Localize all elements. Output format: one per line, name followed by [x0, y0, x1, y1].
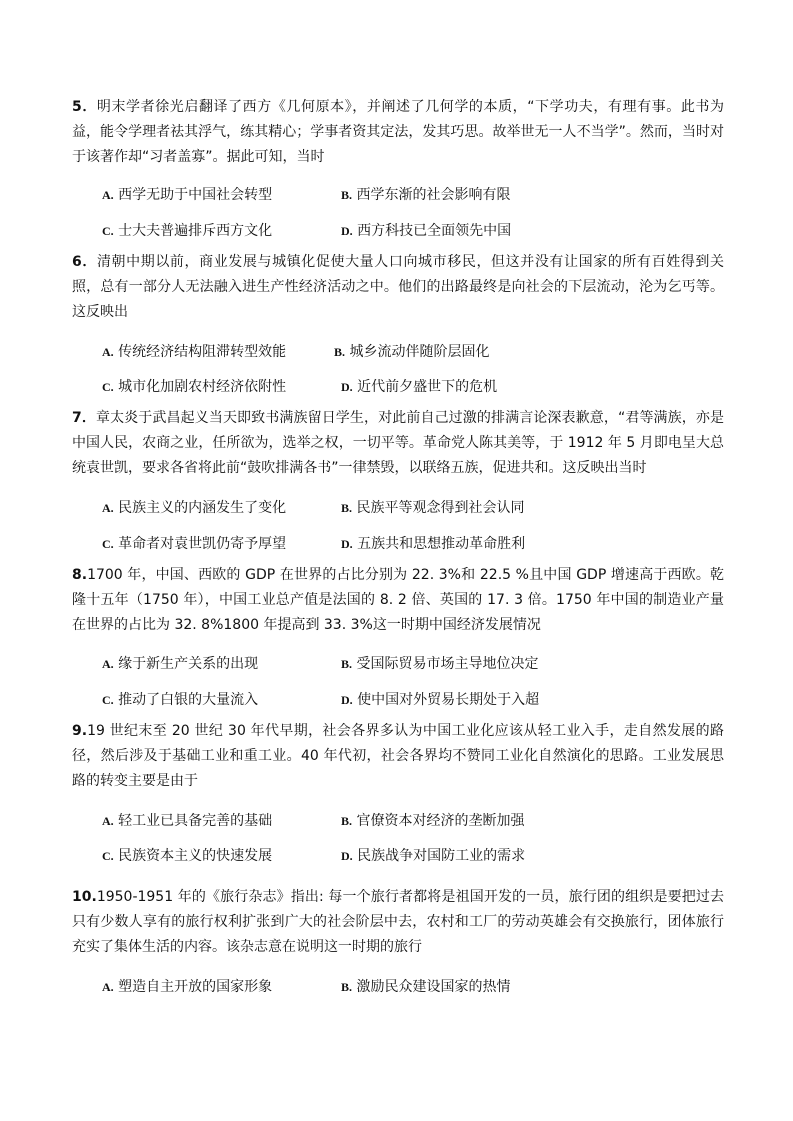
- option-letter: C.: [102, 693, 114, 707]
- question-number: 10.: [72, 889, 97, 905]
- option-a[interactable]: [102, 977, 272, 997]
- option-d[interactable]: [341, 846, 525, 866]
- option-text: 激励民众建设国家的热情: [356, 979, 511, 995]
- option-letter: A.: [102, 814, 114, 828]
- option-c[interactable]: [102, 377, 286, 397]
- option-b[interactable]: [334, 342, 489, 362]
- question-number: 8.: [72, 567, 88, 583]
- option-c[interactable]: [102, 690, 258, 710]
- option-letter: C.: [102, 537, 114, 551]
- option-d[interactable]: [341, 534, 525, 554]
- option-letter: A.: [102, 188, 114, 202]
- question-6: [72, 250, 724, 325]
- option-c[interactable]: [102, 846, 272, 866]
- question-stem: 1700 年，中国、西欧的 GDP 在世界的占比分别为 22. 3%和 22.5 %且中国 GDP 增速高于西欧。乾隆十五年（1750 年），中国工业总产值是法国的 8. 2 倍、英国的 17. 3 倍。1750 年中国的制造业产量在世界的占比为 32. 8%1800 年提高到 33. 3%这一时期中国经济发展情况: [72, 567, 724, 633]
- option-letter: B.: [341, 657, 353, 671]
- option-d[interactable]: [341, 377, 497, 397]
- question-10: [72, 885, 724, 960]
- question-5: [72, 95, 724, 170]
- option-text: 城乡流动伴随阶层固化: [349, 344, 490, 360]
- option-text: 受国际贸易市场主导地位决定: [356, 656, 539, 672]
- option-a[interactable]: [102, 185, 272, 205]
- option-letter: A.: [102, 501, 114, 515]
- option-text: 近代前夕盛世下的危机: [357, 379, 498, 395]
- option-b[interactable]: [341, 654, 538, 674]
- option-letter: B.: [341, 501, 353, 515]
- option-text: 官僚资本对经济的垄断加强: [356, 813, 525, 829]
- option-text: 士大夫普遍排斥西方文化: [118, 223, 273, 239]
- option-d[interactable]: [341, 221, 511, 241]
- option-text: 塑造自主开放的国家形象: [118, 979, 273, 995]
- option-letter: A.: [102, 657, 114, 671]
- question-9: [72, 719, 724, 794]
- option-a[interactable]: [102, 342, 286, 362]
- option-text: 推动了白银的大量流入: [118, 692, 259, 708]
- option-b[interactable]: [341, 977, 510, 997]
- option-d[interactable]: [341, 690, 539, 710]
- option-letter: D.: [341, 224, 353, 238]
- question-number: 9.: [72, 723, 88, 739]
- option-letter: D.: [341, 537, 353, 551]
- question-number: 5．: [72, 99, 97, 115]
- question-number: 7．: [72, 410, 96, 426]
- option-text: 西方科技已全面领先中国: [357, 223, 512, 239]
- option-b[interactable]: [341, 498, 524, 518]
- option-text: 民族战争对国防工业的需求: [357, 848, 526, 864]
- option-text: 使中国对外贸易长期处于入超: [357, 692, 540, 708]
- question-7: [72, 406, 724, 481]
- option-text: 民族主义的内涵发生了变化: [118, 500, 287, 516]
- option-letter: B.: [341, 980, 353, 994]
- option-letter: C.: [102, 380, 114, 394]
- question-stem: 章太炎于武昌起义当天即致书满族留日学生，对此前自己过激的排满言论深表歉意，“君等满族，亦是中国人民，农商之业，任所欲为，选举之权，一切平等。革命党人陈其美等，于 1912 年 5 月即电呈大总统袁世凯，要求各省将此前“鼓吹排满各书”一律禁毁，以联络五族，促进共和。这反映出当时: [72, 410, 724, 476]
- option-text: 民族平等观念得到社会认同: [356, 500, 525, 516]
- option-text: 革命者对袁世凯仍寄予厚望: [118, 536, 287, 552]
- option-a[interactable]: [102, 498, 286, 518]
- option-letter: D.: [341, 693, 353, 707]
- question-stem: 明末学者徐光启翻译了西方《几何原本》，并阐述了几何学的本质，“下学功夫，有理有事。此书为益，能令学理者祛其浮气，练其精心；学事者资其定法，发其巧思。故举世无一人不当学”。然而，当时对于该著作却“习者盖寡”。据此可知，当时: [72, 99, 724, 165]
- option-b[interactable]: [341, 811, 524, 831]
- question-stem: 19 世纪末至 20 世纪 30 年代早期，社会各界多认为中国工业化应该从轻工业入手，走自然发展的路径，然后涉及于基础工业和重工业。40 年代初，社会各界均不赞同工业化自然演化的思路。工业发展思路的转变主要是由于: [72, 723, 724, 789]
- option-text: 缘于新生产关系的出现: [118, 656, 259, 672]
- option-text: 传统经济结构阻滞转型效能: [118, 344, 287, 360]
- question-stem: 1950-1951 年的《旅行杂志》指出: 每一个旅行者都将是祖国开发的一员，旅行团的组织是要把过去只有少数人享有的旅行权利扩张到广大的社会阶层中去，农村和工厂的劳动英雄会有交换旅行，团体旅行充实了集体生活的内容。该杂志意在说明这一时期的旅行: [72, 889, 724, 955]
- option-letter: A.: [102, 345, 114, 359]
- option-text: 轻工业已具备完善的基础: [118, 813, 273, 829]
- question-stem: 清朝中期以前，商业发展与城镇化促使大量人口向城市移民，但这并没有让国家的所有百姓得到关照，总有一部分人无法融入进生产性经济活动之中。他们的出路最终是向社会的下层流动，沦为乞丐等。这反映出: [72, 254, 724, 320]
- option-c[interactable]: [102, 534, 286, 554]
- option-a[interactable]: [102, 654, 258, 674]
- option-text: 城市化加剧农村经济依附性: [118, 379, 287, 395]
- option-text: 五族共和思想推动革命胜利: [357, 536, 526, 552]
- option-text: 西学无助于中国社会转型: [118, 187, 273, 203]
- option-letter: C.: [102, 224, 114, 238]
- option-c[interactable]: [102, 221, 272, 241]
- option-letter: B.: [341, 188, 353, 202]
- option-letter: D.: [341, 849, 353, 863]
- question-number: 6．: [72, 254, 97, 270]
- option-letter: B.: [341, 814, 353, 828]
- option-text: 西学东渐的社会影响有限: [356, 187, 511, 203]
- option-b[interactable]: [341, 185, 510, 205]
- option-letter: B.: [334, 345, 346, 359]
- option-letter: C.: [102, 849, 114, 863]
- option-letter: A.: [102, 980, 114, 994]
- question-8: [72, 563, 724, 638]
- option-text: 民族资本主义的快速发展: [118, 848, 273, 864]
- option-letter: D.: [341, 380, 353, 394]
- option-a[interactable]: [102, 811, 272, 831]
